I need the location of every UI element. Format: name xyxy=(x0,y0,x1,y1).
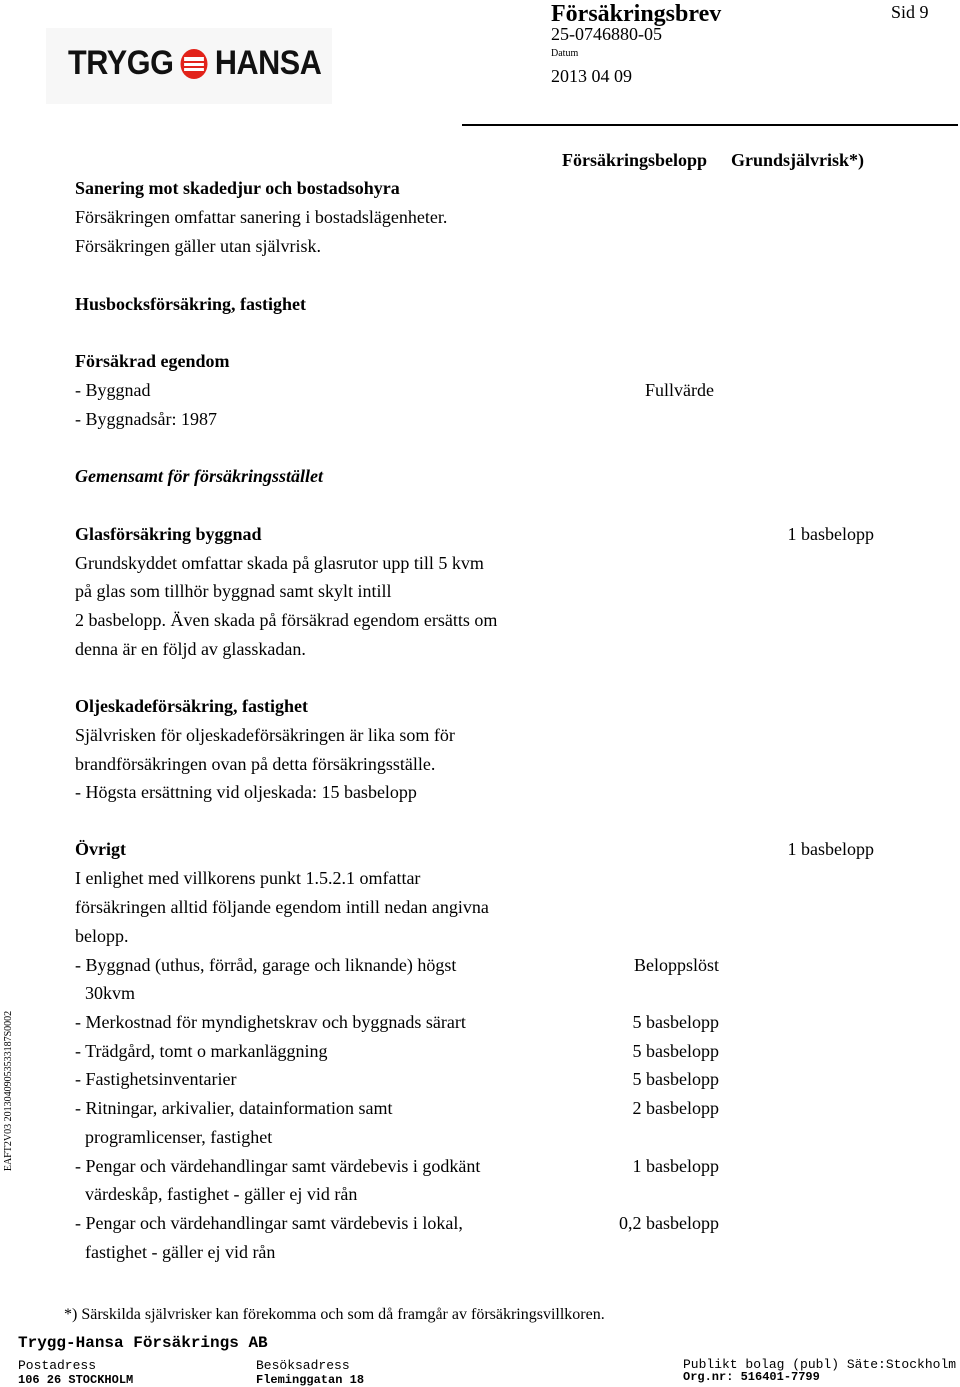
column-amount-header: Försäkringsbelopp xyxy=(562,150,708,170)
footer-visit-value: Fleminggatan 18 xyxy=(256,1373,365,1387)
document-number: 25-0746880-05 xyxy=(551,24,662,44)
husbock-item-value: Fullvärde xyxy=(645,380,714,400)
ovrigt-item: - Fastighetsinventarier xyxy=(75,1069,237,1089)
husbock-heading: Husbocksförsäkring, fastighet xyxy=(75,294,307,314)
logo-text-right: HANSA xyxy=(214,44,322,82)
ovrigt-item-amount: Beloppslöst xyxy=(633,955,719,975)
footer-postal-label: Postadress xyxy=(18,1358,97,1373)
document-title: Försäkringsbrev xyxy=(551,1,722,27)
ovrigt-item-amount: 2 basbelopp xyxy=(632,1098,719,1118)
glas-line: Grundskyddet omfattar skada på glasrutor upp till 5 kvm xyxy=(75,553,484,573)
footnote: *) Särskilda självrisker kan förekomma och som då framgår av försäkringsvillkoren. xyxy=(64,1306,605,1323)
ovrigt-intro-line: försäkringen alltid följande egendom intill nedan angivna xyxy=(75,897,489,917)
husbock-subheading: Försäkrad egendom xyxy=(75,351,230,371)
sanering-line: Försäkringen gäller utan självrisk. xyxy=(75,236,321,256)
glas-deductible: 1 basbelopp xyxy=(787,524,874,544)
husbock-item: - Byggnadsår: 1987 xyxy=(75,409,217,429)
footer-company: Trygg-Hansa Försäkrings AB xyxy=(18,1334,268,1352)
ovrigt-item-continued: programlicenser, fastighet xyxy=(85,1127,273,1147)
glas-heading: Glasförsäkring byggnad xyxy=(75,524,262,544)
ovrigt-item: - Pengar och värdehandlingar samt värdebevis i godkänt xyxy=(75,1156,481,1176)
ovrigt-item-continued: 30kvm xyxy=(85,983,136,1003)
column-deductible-header: Grundsjälvrisk*) xyxy=(731,150,865,170)
trygg-hansa-logo xyxy=(68,44,321,83)
ovrigt-item-amount: 5 basbelopp xyxy=(632,1069,719,1089)
ovrigt-item-amount: 5 basbelopp xyxy=(632,1041,719,1061)
ovrigt-item-continued: värdeskåp, fastighet - gäller ej vid rån xyxy=(85,1184,358,1204)
page-number: Sid 9 xyxy=(891,2,929,22)
logo-text-left: TRYGG xyxy=(68,44,174,82)
ovrigt-item-amount: 0,2 basbelopp xyxy=(619,1213,719,1233)
olja-line: brandförsäkringen ovan på detta försäkringsställe. xyxy=(75,754,436,774)
olja-line: - Högsta ersättning vid oljeskada: 15 basbelopp xyxy=(75,782,417,802)
glas-line: 2 basbelopp. Även skada på försäkrad egendom ersätts om xyxy=(75,610,498,630)
glas-line: på glas som tillhör byggnad samt skylt intill xyxy=(75,581,392,601)
footer-public-company: Publikt bolag (publ) Säte:Stockholm xyxy=(683,1357,957,1372)
ovrigt-item-amount: 5 basbelopp xyxy=(632,1012,719,1032)
olja-heading: Oljeskadeförsäkring, fastighet xyxy=(75,696,308,716)
date-value: 2013 04 09 xyxy=(551,66,632,86)
glas-line: denna är en följd av glasskadan. xyxy=(75,639,306,659)
ovrigt-item-continued: fastighet - gäller ej vid rån xyxy=(85,1242,276,1262)
ovrigt-item: - Pengar och värdehandlingar samt värdebevis i lokal, xyxy=(75,1213,463,1233)
sanering-line: Försäkringen omfattar sanering i bostadslägenheter. xyxy=(75,207,448,227)
sanering-heading: Sanering mot skadedjur och bostadsohyra xyxy=(75,178,400,198)
header-divider xyxy=(462,124,958,126)
ovrigt-intro-line: belopp. xyxy=(75,926,129,946)
olja-line: Självrisken för oljeskadeförsäkringen är lika som för xyxy=(75,725,455,745)
ovrigt-item-amount: 1 basbelopp xyxy=(632,1156,719,1176)
ovrigt-heading: Övrigt xyxy=(75,839,126,859)
ovrigt-intro-line: I enlighet med villkorens punkt 1.5.2.1 omfattar xyxy=(75,868,421,888)
common-heading: Gemensamt för försäkringsstället xyxy=(75,466,324,486)
ovrigt-item: - Ritningar, arkivalier, datainformation samt xyxy=(75,1098,393,1118)
ovrigt-item: - Byggnad (uthus, förråd, garage och liknande) högst xyxy=(75,955,457,975)
ovrigt-item: - Merkostnad för myndighetskrav och byggnads särart xyxy=(75,1012,466,1032)
ovrigt-item: - Trädgård, tomt o markanläggning xyxy=(75,1041,328,1061)
footer-visit-label: Besöksadress xyxy=(256,1358,350,1373)
footer-org-number: Org.nr: 516401-7799 xyxy=(683,1370,820,1384)
husbock-item: - Byggnad xyxy=(75,380,151,400)
logo-icon xyxy=(179,47,210,81)
side-document-code: EAFT2V03 20130409053533187S0002 xyxy=(3,1010,14,1172)
footer-postal-value: 106 26 STOCKHOLM xyxy=(18,1373,134,1387)
ovrigt-deductible: 1 basbelopp xyxy=(787,839,874,859)
date-label: Datum xyxy=(551,48,579,59)
